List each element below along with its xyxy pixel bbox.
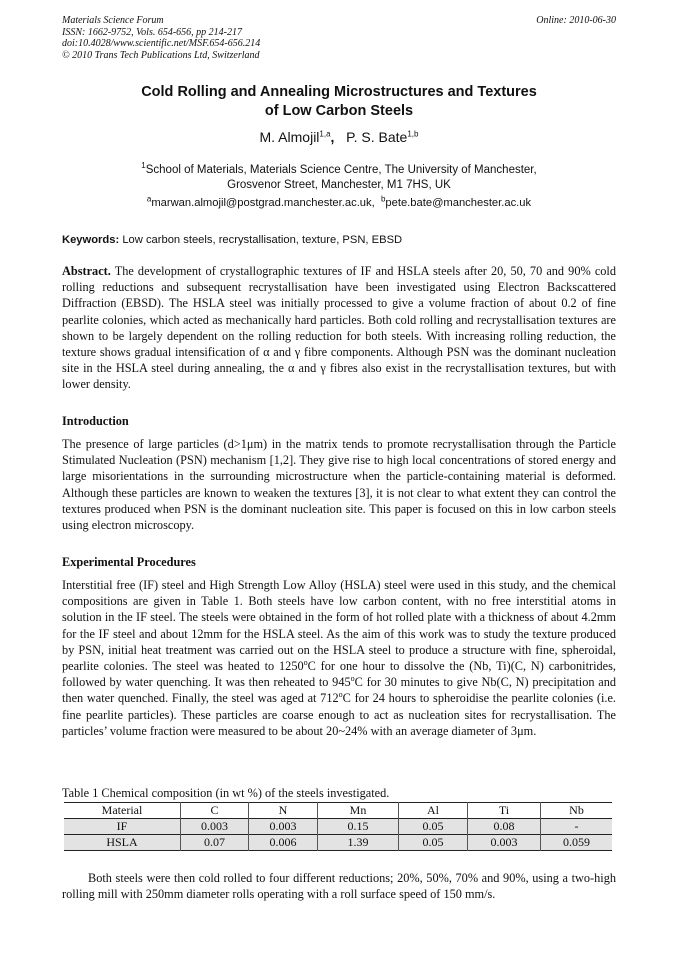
title-line-2: of Low Carbon Steels — [264, 103, 414, 119]
table-cell: 0.07 — [181, 835, 249, 851]
degree-sup: o — [350, 674, 355, 684]
chemical-composition-table — [64, 802, 612, 851]
column-header: C — [181, 803, 249, 819]
degree-sup: o — [338, 690, 343, 700]
table-caption: Table 1 Chemical composition (in wt %) of the steels investigated. — [62, 786, 390, 800]
copyright-line: © 2010 Trans Tech Publications Ltd, Switzerland — [62, 49, 260, 61]
journal-header — [62, 15, 260, 61]
doi-line: doi:10.4028/www.scientific.net/MSF.654-656.214 — [62, 38, 261, 50]
table-cell: 0.05 — [399, 835, 468, 851]
introduction-text: The presence of large particles (d>1μm) in the matrix tends to promote recrystallisation through the Particle Stimulated Nucleation (PSN) mechanism [1,2]. They give rise to high local concentrations of stored energy and large misorientations in the surrounding microstructure when the particle-containing material is deformed. Although these particles are known to weaken the textures [3], it is not clear to what extent they can control the textures produced when PSN is the dominant nucleation site. This paper is focused on this in low carbon steels using electron microscopy. — [62, 437, 616, 533]
column-header: Nb — [541, 803, 613, 819]
table-row — [64, 819, 612, 835]
column-header: Mn — [318, 803, 399, 819]
affil-sup: 1 — [141, 161, 146, 171]
abstract — [62, 263, 616, 393]
email-link[interactable]: marwan.almojil@postgrad.manchester.ac.uk, — [151, 197, 375, 209]
author-affil-sup: 1,a — [319, 129, 331, 139]
abstract-text: The development of crystallographic textures of IF and HSLA steels after 20, 50, 70 and 90% cold rolling reductions and subsequent recrystallisation have been investigated using Electron Backscattered Diffraction (EBSD). The HSLA steel was initially processed to give a volume fraction of about 0.2 of fine pearlite colonies, which acted as mechanically hard particles. Both cold rolling and recrystallisation textures are shown to be largely dependent on the rolling reduction for both steels. With increasing rolling reduction, the texture shows gradual intensification of α and γ fibre components. Although PSN was the dominant nucleation site in the HSLA steel during annealing, the α and γ fibres also exist in the recrystallisation textures, but with lower density. — [62, 264, 616, 392]
table-cell: 0.003 — [181, 819, 249, 835]
author-list — [62, 129, 616, 145]
degree-sup: o — [303, 657, 308, 667]
email-list — [62, 194, 616, 209]
column-header: Al — [399, 803, 468, 819]
table-cell: 0.006 — [249, 835, 318, 851]
table-cell: 0.003 — [468, 835, 541, 851]
experimental-text-part: Interstitial free (IF) steel and High Strength Low Alloy (HSLA) steel were used in this study, and the chemical compositions are given in Table 1. Both steels have low carbon content, with no free interstitial atoms in solution in the IF steel. The steels were obtained in the form of hot rolled plate with a thickness of about 4.2mm for the IF steel and about 12mm for the HSLA steel. As the aim of this work was to study the texture produced by PSN, initial heat treatment was carried out on the HSLA steel to produce a structure with fine, spheroidal, pearlite colonies. The steel was heated to 1250 — [62, 578, 616, 674]
table-cell: HSLA — [106, 835, 138, 849]
abstract-label: Abstract. — [62, 264, 111, 278]
column-header: N — [249, 803, 318, 819]
table-cell: IF — [116, 819, 128, 833]
table-cell: 0.003 — [249, 819, 318, 835]
table-cell: 0.05 — [399, 819, 468, 835]
table-cell: - — [541, 819, 613, 835]
section-heading-experimental: Experimental Procedures — [62, 555, 196, 569]
paper-title — [62, 83, 616, 121]
experimental-text-part: C for one hour to dissolve the (Nb, Ti)(C, N) carbonitrides, followed by water quenching. It was then reheated to 945 — [62, 659, 616, 690]
experimental-text-part: C for 24 hours to spheroidise the pearlite colonies (i.e. fine pearlite particles). These particles are coarse enough to act as nucleation sites for recrystallisation. The particles’ volume fraction were measured to be about 20~24% with an average diameter of 3μm. — [62, 691, 616, 738]
column-header: Ti — [468, 803, 541, 819]
column-header: Material — [101, 803, 143, 817]
table-row — [64, 835, 612, 851]
email-link[interactable]: pete.bate@manchester.ac.uk — [385, 197, 532, 209]
title-line-1: Cold Rolling and Annealing Microstructures and Textures — [141, 84, 537, 100]
experimental-text — [62, 577, 616, 739]
table-cell: 0.08 — [468, 819, 541, 835]
author-separator: , — [330, 129, 335, 145]
online-date: Online: 2010-06-30 — [536, 15, 616, 26]
affil-line-2: Grosvenor Street, Manchester, M1 7HS, UK — [227, 179, 451, 191]
affil-line-1: School of Materials, Materials Science Centre, The University of Manchester, — [145, 164, 537, 176]
issn-line: ISSN: 1662-9752, Vols. 654-656, pp 214-217 — [62, 26, 242, 38]
author-name: P. S. Bate — [346, 129, 408, 145]
final-paragraph: Both steels were then cold rolled to four different reductions; 20%, 50%, 70% and 90%, using a two-high rolling mill with 250mm diameter rolls operating with a roll surface speed of 150 mm/s. — [62, 871, 616, 902]
table-cell: 0.059 — [541, 835, 613, 851]
section-heading-introduction: Introduction — [62, 414, 129, 428]
keywords-text: Low carbon steels, recrystallisation, texture, PSN, EBSD — [122, 234, 403, 246]
table-cell: 1.39 — [318, 835, 399, 851]
author-affil-sup: 1,b — [407, 129, 419, 139]
table-cell: 0.15 — [318, 819, 399, 835]
experimental-text-part: C for 30 minutes to give Nb(C, N) precipitation and then water quenched. Finally, the steel was aged at 712 — [62, 675, 616, 706]
affiliation — [62, 163, 616, 193]
author-name: M. Almojil — [259, 129, 320, 145]
journal-name: Materials Science Forum — [62, 15, 164, 26]
email-sup: b — [380, 194, 386, 204]
keywords-label: Keywords: — [62, 234, 120, 246]
table-header-row — [64, 803, 612, 819]
email-sup: a — [146, 194, 152, 204]
keywords — [62, 234, 616, 246]
